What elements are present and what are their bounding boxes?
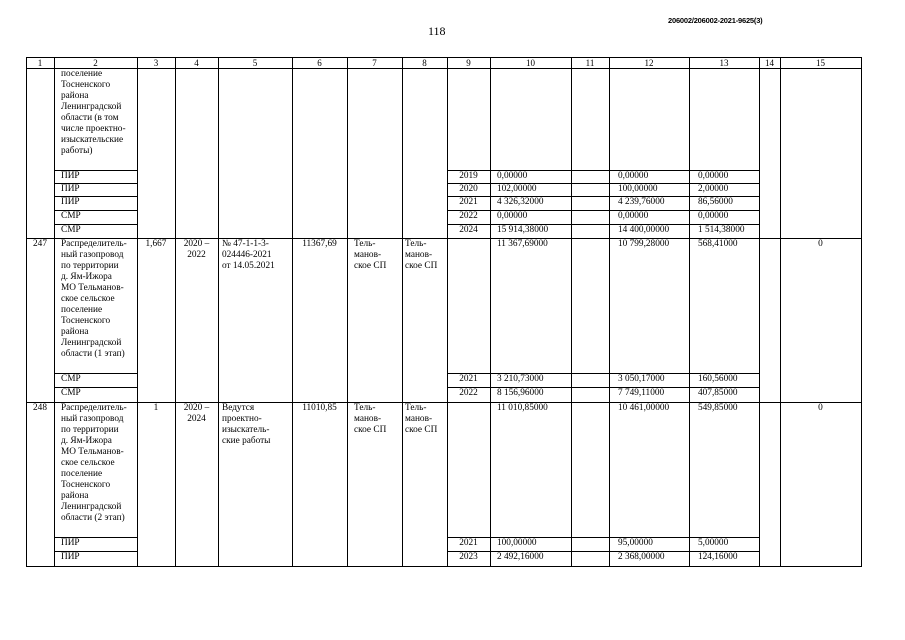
column-header-12: 12	[644, 58, 654, 68]
column-header-15: 15	[816, 58, 825, 68]
year: 2021	[459, 197, 478, 207]
object-248-federal: 10 461,00000	[618, 403, 670, 413]
object-247-number: 247	[33, 239, 47, 249]
column-line	[609, 57, 610, 567]
local-budget: 407,85000	[698, 388, 738, 398]
total-cost: 15 914,38000	[497, 225, 549, 235]
column-line	[26, 57, 27, 567]
column-line	[347, 57, 348, 567]
work-type: СМР	[61, 211, 81, 221]
column-header-3: 3	[153, 58, 159, 68]
object-247-document: № 47-1-1-3- 024446-2021 от 14.05.2021	[222, 239, 275, 271]
object-248-local: 549,85000	[698, 403, 738, 413]
total-cost: 4 326,32000	[497, 197, 544, 207]
federal-budget: 0,00000	[618, 171, 649, 181]
year: 2024	[459, 225, 478, 235]
work-type: ПИР	[61, 197, 80, 207]
year: 2020	[459, 184, 478, 194]
work-type: ПИР	[61, 538, 80, 548]
object-248-operator: Тель- манов- ское СП	[405, 403, 438, 435]
document-code: 206002/206002-2021-9625(3)	[668, 16, 763, 25]
object-247-cost: 11367,69	[302, 239, 337, 249]
year: 2022	[459, 211, 478, 221]
object-248-document: Ведутся проектно- изыскатель- ские работы	[222, 403, 271, 446]
object-247-period: 2020 – 2022	[183, 239, 210, 260]
object-248-col15: 0	[818, 403, 823, 413]
object-247-federal: 10 799,28000	[618, 239, 670, 249]
column-header-5: 5	[252, 58, 258, 68]
total-cost: 0,00000	[497, 171, 528, 181]
local-budget: 124,16000	[698, 552, 738, 562]
year: 2022	[459, 388, 478, 398]
object-247-col15: 0	[818, 239, 823, 249]
column-line	[759, 57, 760, 567]
object-247-operator: Тель- манов- ское СП	[405, 239, 438, 271]
federal-budget: 3 050,17000	[618, 374, 665, 384]
column-header-1: 1	[37, 58, 43, 68]
column-header-8: 8	[422, 58, 427, 68]
local-budget: 1 514,38000	[698, 225, 745, 235]
object-248-period: 2020 – 2024	[183, 403, 210, 424]
local-budget: 2,00000	[698, 184, 729, 194]
column-header-10: 10	[526, 58, 535, 68]
column-header-2: 2	[93, 58, 98, 68]
column-header-6: 6	[317, 58, 322, 68]
year: 2019	[459, 171, 478, 181]
column-header-14: 14	[765, 58, 774, 68]
column-line	[861, 57, 862, 567]
column-line	[780, 57, 781, 567]
column-line	[490, 57, 491, 567]
column-line	[137, 57, 138, 567]
work-type: ПИР	[61, 552, 80, 562]
table-bottom-border	[26, 566, 862, 567]
object-247-total: 11 367,69000	[497, 239, 548, 249]
work-type: ПИР	[61, 171, 80, 181]
page-number: 118	[428, 24, 446, 38]
column-line	[218, 57, 219, 567]
work-type: СМР	[61, 225, 81, 235]
total-cost: 3 210,73000	[497, 374, 544, 384]
object-247-customer: Тель- манов- ское СП	[354, 239, 387, 271]
object-248-total: 11 010,85000	[497, 403, 548, 413]
column-line	[175, 57, 176, 567]
local-budget: 86,56000	[698, 197, 733, 207]
work-type: СМР	[61, 388, 81, 398]
prev-object-name: поселение Тосненского района Ленинградской области (в том числе проектно- изыскательские работы)	[61, 69, 126, 156]
column-header-4: 4	[194, 58, 199, 68]
federal-budget: 14 400,00000	[618, 225, 670, 235]
total-cost: 0,00000	[497, 211, 528, 221]
object-248-name: Распределитель- ный газопровод по территории д. Ям-Ижора МО Тельманов- ское сельское поселение Тосненского района Ленинградской области (2 этап)	[61, 403, 127, 523]
object-248-customer: Тель- манов- ское СП	[354, 403, 387, 435]
object-248-number: 248	[33, 403, 47, 413]
federal-budget: 4 239,76000	[618, 197, 665, 207]
column-header-13: 13	[719, 58, 729, 68]
total-cost: 102,00000	[497, 184, 537, 194]
object-247-length: 1,667	[145, 239, 167, 249]
federal-budget: 100,00000	[618, 184, 658, 194]
federal-budget: 95,00000	[618, 538, 653, 548]
column-line	[54, 57, 55, 567]
work-type: ПИР	[61, 184, 80, 194]
object-247-local: 568,41000	[698, 239, 738, 249]
local-budget: 0,00000	[698, 171, 729, 181]
column-header-11: 11	[585, 58, 595, 68]
total-cost: 8 156,96000	[497, 388, 544, 398]
local-budget: 5,00000	[698, 538, 729, 548]
local-budget: 160,56000	[698, 374, 738, 384]
object-248-length: 1	[153, 403, 159, 413]
column-header-7: 7	[372, 58, 377, 68]
column-line	[402, 57, 403, 567]
column-header-9: 9	[466, 58, 471, 68]
work-type: СМР	[61, 374, 81, 384]
year: 2021	[459, 538, 478, 548]
column-line	[689, 57, 690, 567]
column-line	[447, 57, 448, 567]
total-cost: 2 492,16000	[497, 552, 544, 562]
federal-budget: 7 749,11000	[618, 388, 665, 398]
column-line	[292, 57, 293, 567]
object-248-cost: 11010,85	[302, 403, 337, 413]
year: 2023	[459, 552, 478, 562]
federal-budget: 0,00000	[618, 211, 649, 221]
year: 2021	[459, 374, 478, 384]
local-budget: 0,00000	[698, 211, 729, 221]
object-247-name: Распределитель- ный газопровод по территории д. Ям-Ижора МО Тельманов- ское сельское поселение Тосненского района Ленинградской области (1 этап)	[61, 239, 127, 359]
federal-budget: 2 368,00000	[618, 552, 665, 562]
total-cost: 100,00000	[497, 538, 537, 548]
column-line	[571, 57, 572, 567]
